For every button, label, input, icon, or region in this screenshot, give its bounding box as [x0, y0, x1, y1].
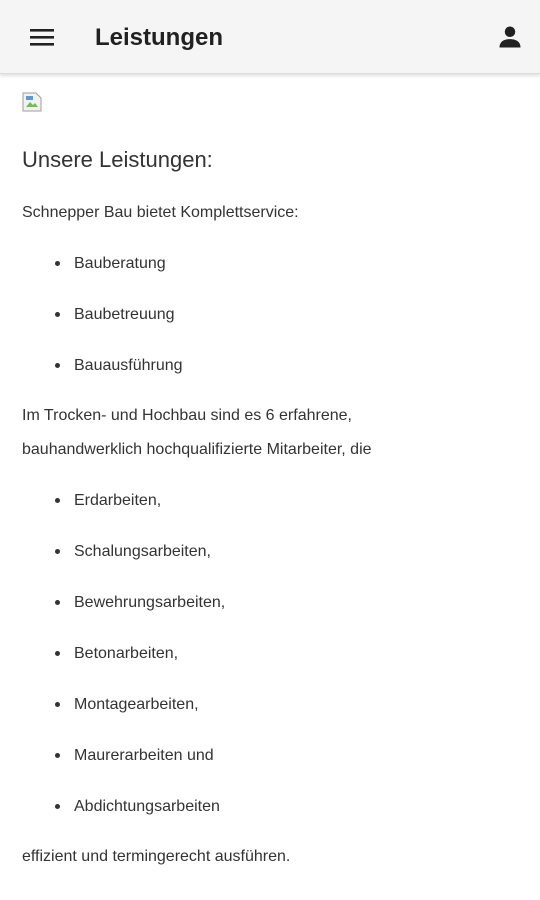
list-item: Maurerarbeiten und	[74, 730, 522, 781]
list-item: Bauausführung	[74, 340, 522, 391]
list-item: Bauberatung	[74, 238, 522, 289]
tasks-list	[22, 475, 522, 832]
intro-text: Schnepper Bau bietet Komplettservice:	[22, 204, 299, 221]
services-list	[22, 238, 522, 391]
hamburger-menu-icon	[29, 27, 55, 47]
person-icon	[496, 23, 524, 51]
app-bar	[0, 0, 540, 74]
paragraph-line-1: Im Trocken- und Hochbau sind es 6 erfahrene,	[22, 407, 352, 424]
list-item: Erdarbeiten,	[74, 475, 522, 526]
list-item: Abdichtungsarbeiten	[74, 781, 522, 832]
closing-text: effizient und termingerecht ausführen.	[22, 848, 291, 865]
list-item: Betonarbeiten,	[74, 628, 522, 679]
list-item: Bewehrungsarbeiten,	[74, 577, 522, 628]
main-content	[22, 92, 522, 874]
account-button[interactable]	[490, 17, 530, 57]
page-title: Leistungen	[95, 24, 224, 51]
paragraph-line-2: bauhandwerklich hochqualifizierte Mitarbeiter, die	[22, 441, 372, 458]
broken-image-icon	[22, 92, 42, 112]
list-item: Montagearbeiten,	[74, 679, 522, 730]
menu-button[interactable]	[18, 17, 66, 57]
list-item: Baubetreuung	[74, 289, 522, 340]
list-item: Schalungsarbeiten,	[74, 526, 522, 577]
section-heading: Unsere Leistungen:	[22, 147, 213, 172]
